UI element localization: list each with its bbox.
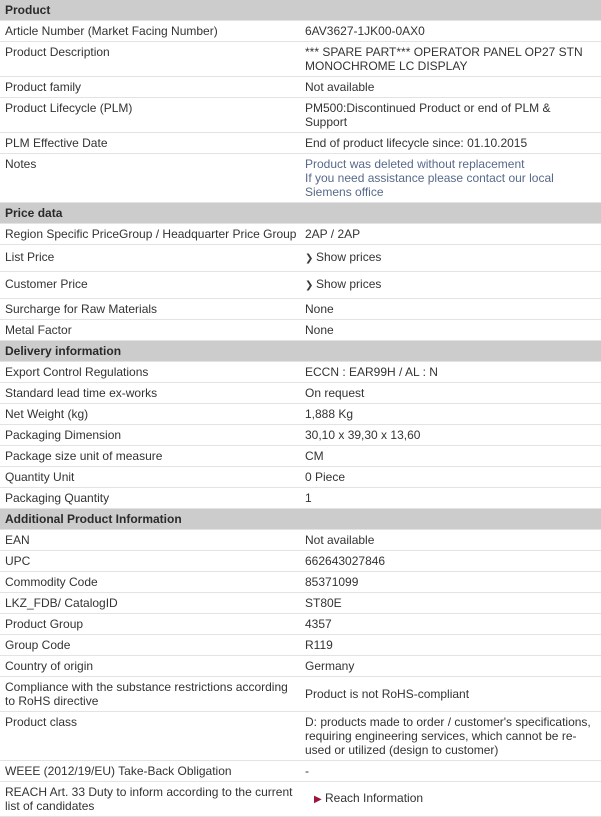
row-label: Customer Price (5, 277, 88, 291)
row-label: Packaging Dimension (5, 428, 122, 442)
show-prices-button[interactable] (300, 274, 601, 296)
row-label: Article Number (Market Facing Number) (5, 24, 218, 38)
section-header-delivery: Delivery information (0, 341, 601, 362)
row-value: CM (305, 449, 324, 463)
row-label: Export Control Regulations (5, 365, 149, 379)
row-label: WEEE (2012/19/EU) Take-Back Obligation (5, 764, 232, 778)
row-ean (0, 530, 601, 551)
triangle-right-icon: ▶ (314, 794, 322, 805)
row-upc (0, 551, 601, 572)
row-product-description (0, 42, 601, 77)
row-label: Net Weight (kg) (5, 407, 89, 421)
section-header-product: Product (0, 0, 601, 21)
row-value: *** SPARE PART*** OPERATOR PANEL OP27 STN MONOCHROME LC DISPLAY (305, 45, 583, 73)
row-value: Product is not RoHS-compliant (305, 687, 470, 701)
row-value: 1,888 Kg (305, 407, 354, 421)
row-label: List Price (5, 250, 55, 264)
row-quantity-unit (0, 467, 601, 488)
row-lead-time (0, 383, 601, 404)
notes-contact-link[interactable]: If you need assistance please contact our local Siemens office (305, 171, 554, 199)
row-commodity-code (0, 572, 601, 593)
row-article-number (0, 21, 601, 42)
show-prices-button[interactable] (300, 247, 601, 269)
row-label: Product Group (5, 617, 84, 631)
reach-information-label: Reach Information (325, 791, 424, 805)
row-label: PLM Effective Date (5, 136, 108, 150)
row-label: Notes (5, 157, 37, 171)
row-label: Surcharge for Raw Materials (5, 302, 158, 316)
row-label: Metal Factor (5, 323, 72, 337)
row-value: ECCN : EAR99H / AL : N (305, 365, 438, 379)
row-label: Product Lifecycle (PLM) (5, 101, 133, 115)
row-label: Product class (5, 715, 78, 729)
row-country-of-origin (0, 656, 601, 677)
row-packaging-dimension (0, 425, 601, 446)
row-packaging-quantity (0, 488, 601, 509)
row-value: Germany (305, 659, 355, 673)
show-prices-label: Show prices (316, 277, 382, 291)
row-label: Standard lead time ex-works (5, 386, 158, 400)
row-label: LKZ_FDB/ CatalogID (5, 596, 118, 610)
reach-information-button[interactable] (300, 788, 601, 810)
row-metal-factor (0, 320, 601, 341)
row-label: Compliance with the substance restrictions according to RoHS directive (5, 680, 288, 708)
row-label: Region Specific PriceGroup / Headquarter Price Group (5, 227, 297, 241)
row-product-group (0, 614, 601, 635)
chevron-right-icon: ❯ (305, 280, 314, 291)
row-rohs-compliance (0, 677, 601, 712)
row-catalog-id (0, 593, 601, 614)
section-header-additional: Additional Product Information (0, 509, 601, 530)
row-value: 0 Piece (305, 470, 346, 484)
section-header-price: Price data (0, 203, 601, 224)
row-weee (0, 761, 601, 782)
row-package-unit (0, 446, 601, 467)
row-label: Packaging Quantity (5, 491, 110, 505)
row-notes (0, 154, 601, 203)
row-plm-effective-date (0, 133, 601, 154)
row-label: REACH Art. 33 Duty to inform according to the current list of candidates (5, 785, 293, 813)
row-label: Package size unit of measure (5, 449, 163, 463)
row-surcharge (0, 299, 601, 320)
row-value: 6AV3627-1JK00-0AX0 (305, 24, 425, 38)
row-value: Not available (305, 80, 375, 94)
row-value: 30,10 x 39,30 x 13,60 (305, 428, 421, 442)
row-value: End of product lifecycle since: 01.10.2015 (305, 136, 528, 150)
row-value: 2AP / 2AP (305, 227, 361, 241)
row-label: Commodity Code (5, 575, 98, 589)
row-label: Quantity Unit (5, 470, 75, 484)
row-value: R119 (305, 638, 333, 652)
row-net-weight (0, 404, 601, 425)
row-label: Product family (5, 80, 82, 94)
row-label: Country of origin (5, 659, 94, 673)
row-label: Group Code (5, 638, 71, 652)
row-value: None (305, 323, 334, 337)
chevron-right-icon: ❯ (305, 253, 314, 264)
show-prices-label: Show prices (316, 250, 382, 264)
row-value: On request (305, 386, 365, 400)
row-group-code (0, 635, 601, 656)
row-product-lifecycle (0, 98, 601, 133)
row-region-price-group (0, 224, 601, 245)
row-label: Product Description (5, 45, 110, 59)
row-value: 1 (305, 491, 312, 505)
row-customer-price (0, 272, 601, 299)
row-value: 4357 (305, 617, 332, 631)
row-value: PM500:Discontinued Product or end of PLM & Support (305, 101, 551, 129)
row-list-price (0, 245, 601, 272)
row-product-family (0, 77, 601, 98)
row-reach (0, 782, 601, 817)
row-label: UPC (5, 554, 31, 568)
row-product-class (0, 712, 601, 761)
row-value (300, 154, 601, 202)
row-export-control (0, 362, 601, 383)
row-value: Not available (305, 533, 375, 547)
row-value: D: products made to order / customer's specifications, requiring engineering services, which cannot be re-used or utilized (design to customer) (305, 715, 591, 757)
row-value: 662643027846 (305, 554, 386, 568)
row-value: None (305, 302, 334, 316)
notes-deleted-link[interactable]: Product was deleted without replacement (305, 157, 525, 171)
row-value: ST80E (305, 596, 342, 610)
row-label: EAN (5, 533, 30, 547)
row-value: 85371099 (305, 575, 359, 589)
row-value: - (305, 764, 309, 778)
